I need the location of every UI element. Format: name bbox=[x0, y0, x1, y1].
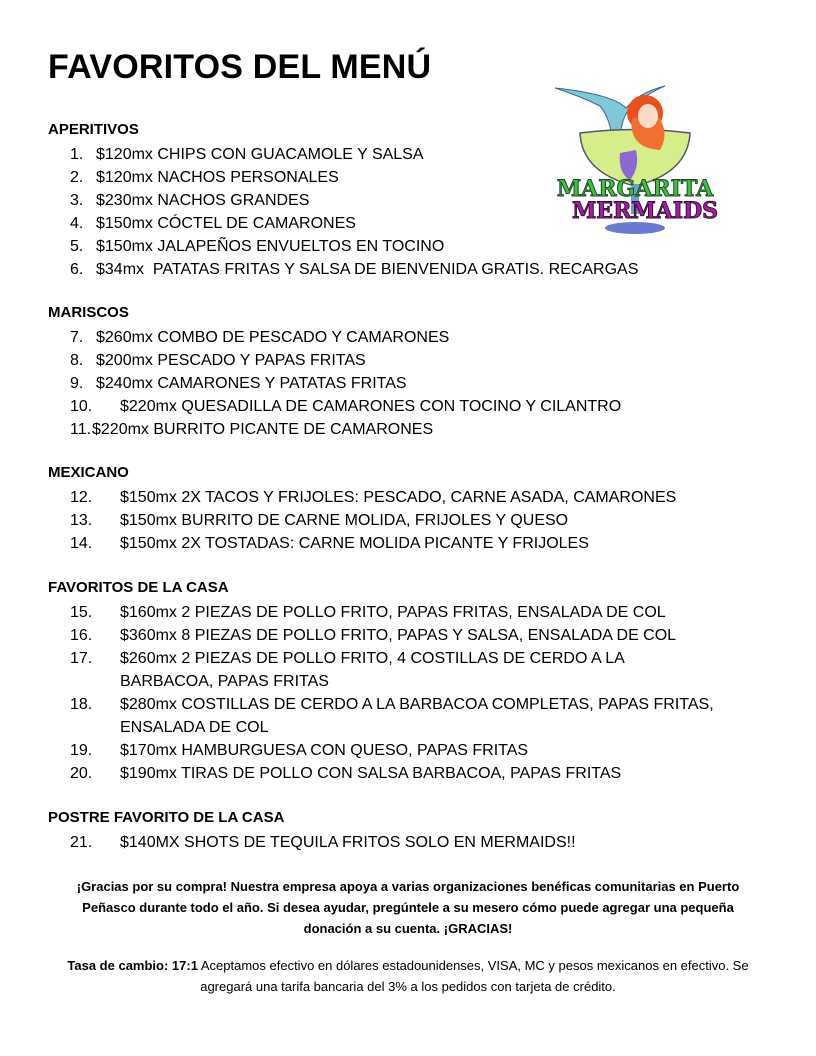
logo-line1: MARGARITA bbox=[556, 176, 714, 202]
section-postre bbox=[48, 808, 576, 854]
payment-text: Aceptamos efectivo en dólares estadounidenses, VISA, MC y pesos mexicanos en efectivo. Se agregará una tarifa bancaria del 3% a los pedidos con tarjeta de crédito. bbox=[197, 958, 749, 994]
item-number: 7. bbox=[70, 329, 84, 346]
item-number: 12. bbox=[70, 489, 93, 506]
menu-item: 14. $150mx 2X TOSTADAS: CARNE MOLIDA PICANTE Y FRIJOLES bbox=[48, 532, 676, 555]
item-number: 11. bbox=[70, 421, 92, 438]
menu-item: 4. $150mx CÓCTEL DE CAMARONES bbox=[48, 212, 638, 235]
menu-item: 17. $260mx 2 PIEZAS DE POLLO FRITO, 4 COSTILLAS DE CERDO A LA BARBACOA, PAPAS FRITAS bbox=[48, 647, 778, 693]
menu-item: 16. $360mx 8 PIEZAS DE POLLO FRITO, PAPAS Y SALSA, ENSALADA DE COL bbox=[48, 624, 778, 647]
menu-item: 21. $140MX SHOTS DE TEQUILA FRITOS SOLO EN MERMAIDS!! bbox=[48, 831, 576, 854]
section-aperitivos bbox=[48, 120, 638, 281]
menu-item: 2. $120mx NACHOS PERSONALES bbox=[48, 166, 638, 189]
item-number: 20. bbox=[70, 765, 93, 782]
menu-item: 19. $170mx HAMBURGUESA CON QUESO, PAPAS FRITAS bbox=[48, 739, 778, 762]
item-number: 10. bbox=[70, 398, 93, 415]
menu-item: 1. $120mx CHIPS CON GUACAMOLE Y SALSA bbox=[48, 143, 638, 166]
item-number: 2. bbox=[70, 169, 84, 186]
item-number: 3. bbox=[70, 192, 84, 209]
menu-item: 10. $220mx QUESADILLA DE CAMARONES CON TOCINO Y CILANTRO bbox=[48, 395, 621, 418]
payment-note bbox=[48, 955, 768, 997]
menu-item: 8. $200mx PESCADO Y PAPAS FRITAS bbox=[48, 349, 621, 372]
menu-item: 12. $150mx 2X TACOS Y FRIJOLES: PESCADO, CARNE ASADA, CAMARONES bbox=[48, 486, 676, 509]
logo-line2: MERMAIDS bbox=[571, 198, 719, 224]
thanks-note: ¡Gracias por su compra! Nuestra empresa apoya a varias organizaciones benéficas comunitarias en Puerto Peñasco durante todo el año. Si desea ayudar, pregúntele a su mesero cómo puede agregar una pequeña donación a su cuenta. ¡GRACIAS! bbox=[76, 879, 740, 936]
menu-item: 18. $280mx COSTILLAS DE CERDO A LA BARBACOA COMPLETAS, PAPAS FRITAS, ENSALADA DE COL bbox=[48, 693, 778, 739]
section-heading: FAVORITOS DE LA CASA bbox=[48, 579, 229, 596]
menu-item: 3. $230mx NACHOS GRANDES bbox=[48, 189, 638, 212]
section-mariscos bbox=[48, 303, 621, 441]
menu-item: 5. $150mx JALAPEÑOS ENVUELTOS EN TOCINO bbox=[48, 235, 638, 258]
section-mexicano bbox=[48, 463, 676, 555]
menu-item: 9. $240mx CAMARONES Y PATATAS FRITAS bbox=[48, 372, 621, 395]
item-number: 4. bbox=[70, 215, 84, 232]
menu-item: 11. $220mx BURRITO PICANTE DE CAMARONES bbox=[48, 418, 621, 441]
menu-item: 15. $160mx 2 PIEZAS DE POLLO FRITO, PAPAS FRITAS, ENSALADA DE COL bbox=[48, 601, 778, 624]
exchange-rate: Tasa de cambio: 17:1 bbox=[67, 958, 198, 973]
page-title: FAVORITOS DEL MENÚ bbox=[48, 48, 432, 86]
item-number: 8. bbox=[70, 352, 84, 369]
item-number: 21. bbox=[70, 834, 93, 851]
section-heading: POSTRE FAVORITO DE LA CASA bbox=[48, 809, 285, 826]
section-heading: MARISCOS bbox=[48, 304, 129, 321]
item-number: 19. bbox=[70, 742, 93, 759]
item-number: 6. bbox=[70, 261, 84, 278]
section-heading: MEXICANO bbox=[48, 464, 129, 481]
item-number: 15. bbox=[70, 604, 93, 621]
item-number: 1. bbox=[70, 146, 84, 163]
item-number: 13. bbox=[70, 512, 93, 529]
item-number: 5. bbox=[70, 238, 84, 255]
section-favoritos-casa bbox=[48, 578, 778, 785]
menu-item: 7. $260mx COMBO DE PESCADO Y CAMARONES bbox=[48, 326, 621, 349]
item-number: 9. bbox=[70, 375, 84, 392]
item-number: 18. bbox=[70, 696, 93, 713]
item-number: 16. bbox=[70, 627, 93, 644]
item-number: 14. bbox=[70, 535, 93, 552]
menu-item: 6. $34mx PATATAS FRITAS Y SALSA DE BIENVENIDA GRATIS. RECARGAS bbox=[48, 258, 638, 281]
section-heading: APERITIVOS bbox=[48, 121, 139, 138]
menu-item: 13. $150mx BURRITO DE CARNE MOLIDA, FRIJOLES Y QUESO bbox=[48, 509, 676, 532]
menu-item: 20. $190mx TIRAS DE POLLO CON SALSA BARBACOA, PAPAS FRITAS bbox=[48, 762, 778, 785]
item-number: 17. bbox=[70, 650, 93, 667]
